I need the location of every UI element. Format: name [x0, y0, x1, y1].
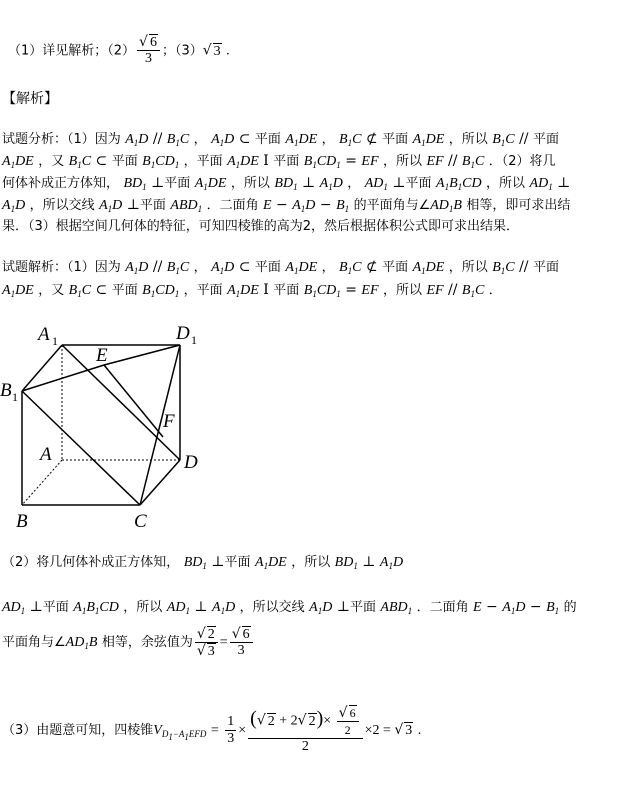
edge-b1-e — [22, 365, 104, 391]
edge-e-f — [104, 365, 163, 437]
solution-line-2: $A_1DE$ ，又 $B_1C$ ⊂ 平面 $B_1CD_1$ ，平面 $A_1DE$ I 平面 $B_1CD_1$ = EF ，所以 EF // $B_1C$ ． — [2, 282, 502, 299]
label-d1: D — [176, 323, 190, 344]
edge-e-d1 — [104, 345, 180, 365]
answer-line: （1）详见解析；（2） $\frac{√ 6}{3}$ ；（3）√ 3 . — [8, 34, 230, 66]
analysis-heading: 【解析】 — [2, 91, 58, 107]
part2-line-3: 平面角与$\angle AD_1B$ 相等，余弦值为 $\frac{√ 2}{√ 3}$ = $\frac{√ 6}{3}$ — [2, 623, 255, 665]
svg-text:1: 1 — [12, 390, 18, 404]
label-d: D — [184, 452, 198, 473]
cube-figure — [0, 315, 210, 535]
svg-text:1: 1 — [52, 334, 58, 348]
svg-text:1: 1 — [191, 333, 197, 347]
label-c: C — [134, 511, 147, 532]
analysis-line-5: 果．（3）根据空间几何体的特征，可知四棱锥的高为2，然后根据体积公式即可求出结果． — [2, 219, 520, 234]
label-a: A — [40, 444, 52, 465]
edge-a1-d — [62, 345, 180, 460]
analysis-line-2: $A_1DE$ ，又 $B_1C$ ⊂ 平面 $B_1CD_1$ ，平面 $A_1DE$ I 平面 $B_1CD_1$ = EF ，所以 EF // $B_1C$ ．（2）将几 — [2, 153, 556, 170]
analysis-line-4: $A_1D$ ，所以交线 $A_1D$ ⊥平面 $ABD_1$ ．二面角 $E - A_1D - B_1$ 的平面角与$\angle AD_1B$ 相等，即可求出结 — [2, 197, 571, 214]
analysis-line-3: 何体补成正方体知， $BD_1$ ⊥平面 $A_1DE$ ，所以 $BD_1$ ⊥ $A_1D$ ， $AD_1$ ⊥平面 $A_1B_1CD$ ，所以 $AD_1$ ⊥ — [2, 175, 571, 192]
label-a1: A — [38, 324, 50, 345]
label-e: E — [96, 345, 108, 366]
answer-text-1: （1）详见解析；（2） — [8, 43, 136, 59]
hidden-a-b — [22, 460, 62, 505]
label-b: B — [16, 511, 28, 532]
part3-line: （3）由题意可知，四棱锥$V_{D_1-A_1EFD}$ = $\frac{1}{3}$ × (√ 2 + 2√ 2)× $\frac{√ 6}{2}$ 2 ×2 = √ 3 . — [2, 705, 422, 754]
solution-line-1: 试题解析：（1）因为 $A_1D // B_1C$ ， $A_1D$ ⊂ 平面 $A_1DE$ ， $B_1C$ ⊄ 平面 $A_1DE$ ，所以 $B_1C$ // 平面 — [2, 259, 559, 276]
part2-line-1: （2）将几何体补成正方体知， $BD_1$ ⊥平面 $A_1DE$ ，所以 $BD_1$ ⊥ $A_1D$ — [2, 554, 404, 571]
label-b1: B — [0, 380, 12, 401]
part2-line-2: $AD_1$ ⊥平面 $A_1B_1CD$ ，所以 $AD_1$ ⊥ $A_1D$ ，所以交线 $A_1D$ ⊥平面 $ABD_1$ ．二面角 $E - A_1D - B_1$ 的 — [2, 599, 577, 616]
answer-text-2: ；（3） — [161, 43, 203, 59]
answer-fraction: $\frac{√ 6}{3}$ — [137, 34, 160, 67]
analysis-line-1: 试题分析：（1）因为 $A_1D // B_1C$ ， $A_1D$ ⊂ 平面 $A_1DE$ ， $B_1C$ ⊄ 平面 $A_1DE$ ，所以 $B_1C$ // 平面 — [2, 131, 559, 148]
label-f: F — [163, 411, 175, 432]
